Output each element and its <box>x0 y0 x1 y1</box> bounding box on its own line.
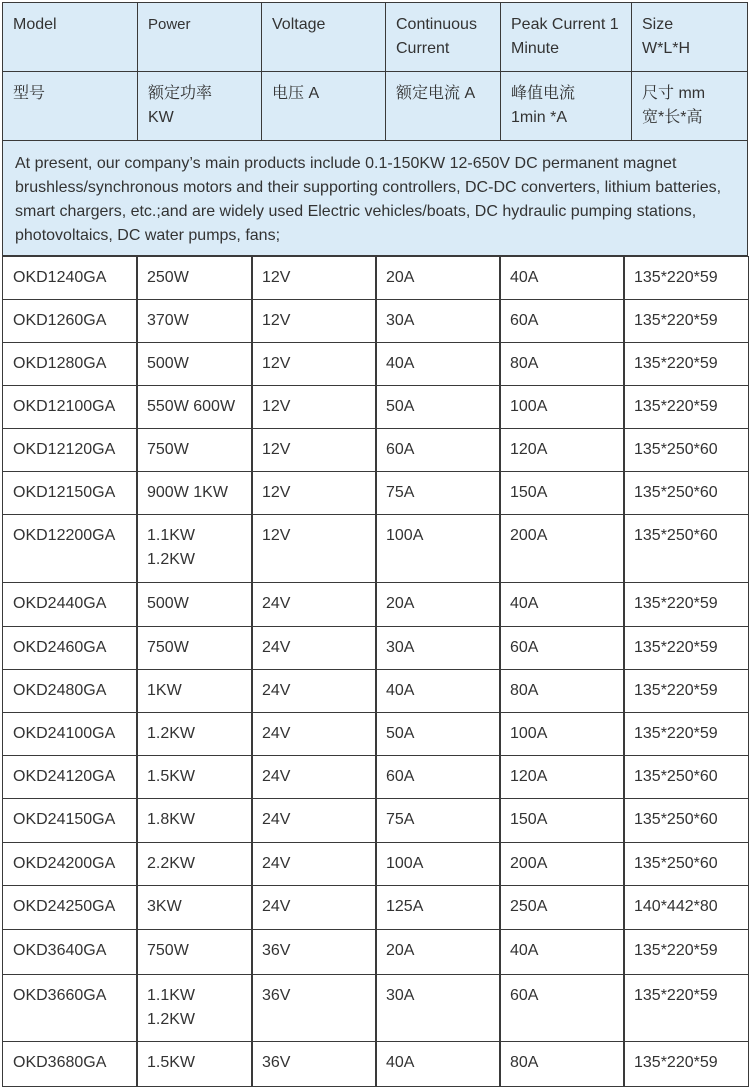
cell-model: OKD24100GA <box>2 712 138 756</box>
cell-model: OKD2480GA <box>2 669 138 713</box>
cell-model: OKD12200GA <box>2 514 138 583</box>
cell-size: 135*250*60 <box>623 471 749 515</box>
cell-power: 1.1KW 1.2KW <box>136 514 253 583</box>
cell-model: OKD1240GA <box>2 256 138 300</box>
cell-power: 1.5KW <box>136 755 253 799</box>
cell-peak-current: 100A <box>499 385 625 429</box>
cell-continuous-current: 20A <box>375 256 501 300</box>
cell-continuous-current: 20A <box>375 582 501 627</box>
cell-power: 2.2KW <box>136 842 253 886</box>
cell-model: OKD12100GA <box>2 385 138 429</box>
cell-peak-current: 60A <box>499 974 625 1042</box>
cell-peak-current: 200A <box>499 514 625 583</box>
cell-size: 135*220*59 <box>623 385 749 429</box>
cell-voltage: 36V <box>251 929 377 975</box>
cell-voltage: 24V <box>251 626 377 670</box>
cell-voltage: 24V <box>251 798 377 843</box>
cell-continuous-current: 60A <box>375 755 501 799</box>
cell-power: 1.8KW <box>136 798 253 843</box>
cell-power: 900W 1KW <box>136 471 253 515</box>
cell-power: 750W <box>136 929 253 975</box>
cell-power: 550W 600W <box>136 385 253 429</box>
cell-power: 500W <box>136 342 253 386</box>
cell-peak-current: 120A <box>499 755 625 799</box>
cell-power: 250W <box>136 256 253 300</box>
cell-continuous-current: 60A <box>375 428 501 472</box>
cell-voltage: 12V <box>251 299 377 343</box>
cell-size: 135*220*59 <box>623 342 749 386</box>
cell-size: 135*220*59 <box>623 712 749 756</box>
header-size-cn: 尺寸 mm 宽*长*高 <box>631 71 748 141</box>
cell-size: 140*442*80 <box>623 885 749 930</box>
cell-model: OKD2460GA <box>2 626 138 670</box>
cell-voltage: 12V <box>251 342 377 386</box>
cell-continuous-current: 50A <box>375 385 501 429</box>
cell-size: 135*250*60 <box>623 755 749 799</box>
cell-size: 135*220*59 <box>623 1041 749 1087</box>
company-note: At present, our company’s main products include 0.1-150KW 12-650V DC permanent magnet brushless/synchronous motors and their supporting controllers, DC-DC converters, lithium batteries, smart chargers, etc.;and are widely used Electric vehicles/boats, DC hydraulic pumping stations, photovoltaics, DC water pumps, fans; <box>2 140 748 256</box>
cell-size: 135*220*59 <box>623 974 749 1042</box>
cell-voltage: 24V <box>251 669 377 713</box>
header-model-cn: 型号 <box>2 71 138 141</box>
cell-model: OKD24200GA <box>2 842 138 886</box>
header-peak-current: Peak Current 1 Minute <box>500 2 632 72</box>
cell-peak-current: 250A <box>499 885 625 930</box>
cell-model: OKD2440GA <box>2 582 138 627</box>
cell-peak-current: 200A <box>499 842 625 886</box>
cell-model: OKD3680GA <box>2 1041 138 1087</box>
cell-voltage: 36V <box>251 1041 377 1087</box>
cell-peak-current: 40A <box>499 582 625 627</box>
cell-size: 135*250*60 <box>623 514 749 583</box>
cell-continuous-current: 75A <box>375 471 501 515</box>
cell-power: 750W <box>136 626 253 670</box>
cell-peak-current: 120A <box>499 428 625 472</box>
cell-voltage: 12V <box>251 514 377 583</box>
cell-size: 135*250*60 <box>623 842 749 886</box>
cell-model: OKD24120GA <box>2 755 138 799</box>
cell-peak-current: 60A <box>499 299 625 343</box>
cell-model: OKD12120GA <box>2 428 138 472</box>
cell-power: 3KW <box>136 885 253 930</box>
cell-voltage: 24V <box>251 885 377 930</box>
cell-continuous-current: 40A <box>375 342 501 386</box>
cell-continuous-current: 30A <box>375 626 501 670</box>
cell-voltage: 12V <box>251 428 377 472</box>
cell-voltage: 12V <box>251 471 377 515</box>
cell-size: 135*220*59 <box>623 626 749 670</box>
cell-peak-current: 80A <box>499 342 625 386</box>
cell-continuous-current: 75A <box>375 798 501 843</box>
cell-power: 370W <box>136 299 253 343</box>
cell-power: 750W <box>136 428 253 472</box>
cell-voltage: 12V <box>251 385 377 429</box>
header-continuous-current: Continuous Current <box>385 2 501 72</box>
cell-model: OKD3660GA <box>2 974 138 1042</box>
cell-continuous-current: 30A <box>375 299 501 343</box>
cell-peak-current: 80A <box>499 669 625 713</box>
cell-model: OKD3640GA <box>2 929 138 975</box>
cell-continuous-current: 100A <box>375 842 501 886</box>
cell-continuous-current: 40A <box>375 1041 501 1087</box>
cell-continuous-current: 20A <box>375 929 501 975</box>
cell-size: 135*220*59 <box>623 669 749 713</box>
cell-voltage: 36V <box>251 974 377 1042</box>
header-voltage-cn: 电压 A <box>261 71 386 141</box>
cell-continuous-current: 125A <box>375 885 501 930</box>
cell-peak-current: 150A <box>499 471 625 515</box>
header-model: Model <box>2 2 138 72</box>
cell-voltage: 24V <box>251 842 377 886</box>
cell-power: 1.5KW <box>136 1041 253 1087</box>
cell-power: 1.2KW <box>136 712 253 756</box>
cell-peak-current: 100A <box>499 712 625 756</box>
cell-peak-current: 150A <box>499 798 625 843</box>
cell-power: 500W <box>136 582 253 627</box>
header-power-cn: 额定功率 KW <box>137 71 262 141</box>
cell-continuous-current: 100A <box>375 514 501 583</box>
cell-continuous-current: 50A <box>375 712 501 756</box>
header-continuous-current-cn: 额定电流 A <box>385 71 501 141</box>
cell-voltage: 12V <box>251 256 377 300</box>
cell-size: 135*250*60 <box>623 798 749 843</box>
cell-peak-current: 60A <box>499 626 625 670</box>
cell-peak-current: 40A <box>499 929 625 975</box>
cell-power: 1.1KW 1.2KW <box>136 974 253 1042</box>
cell-peak-current: 40A <box>499 256 625 300</box>
cell-continuous-current: 40A <box>375 669 501 713</box>
cell-size: 135*220*59 <box>623 929 749 975</box>
cell-model: OKD24250GA <box>2 885 138 930</box>
cell-model: OKD12150GA <box>2 471 138 515</box>
header-size: Size W*L*H <box>631 2 748 72</box>
header-voltage: Voltage <box>261 2 386 72</box>
header-power: Power <box>137 2 262 72</box>
cell-power: 1KW <box>136 669 253 713</box>
cell-voltage: 24V <box>251 582 377 627</box>
cell-size: 135*220*59 <box>623 256 749 300</box>
cell-continuous-current: 30A <box>375 974 501 1042</box>
header-peak-current-cn: 峰值电流 1min *A <box>500 71 632 141</box>
cell-model: OKD24150GA <box>2 798 138 843</box>
cell-size: 135*220*59 <box>623 299 749 343</box>
cell-size: 135*250*60 <box>623 428 749 472</box>
cell-peak-current: 80A <box>499 1041 625 1087</box>
cell-model: OKD1260GA <box>2 299 138 343</box>
cell-voltage: 24V <box>251 755 377 799</box>
cell-model: OKD1280GA <box>2 342 138 386</box>
cell-voltage: 24V <box>251 712 377 756</box>
cell-size: 135*220*59 <box>623 582 749 627</box>
